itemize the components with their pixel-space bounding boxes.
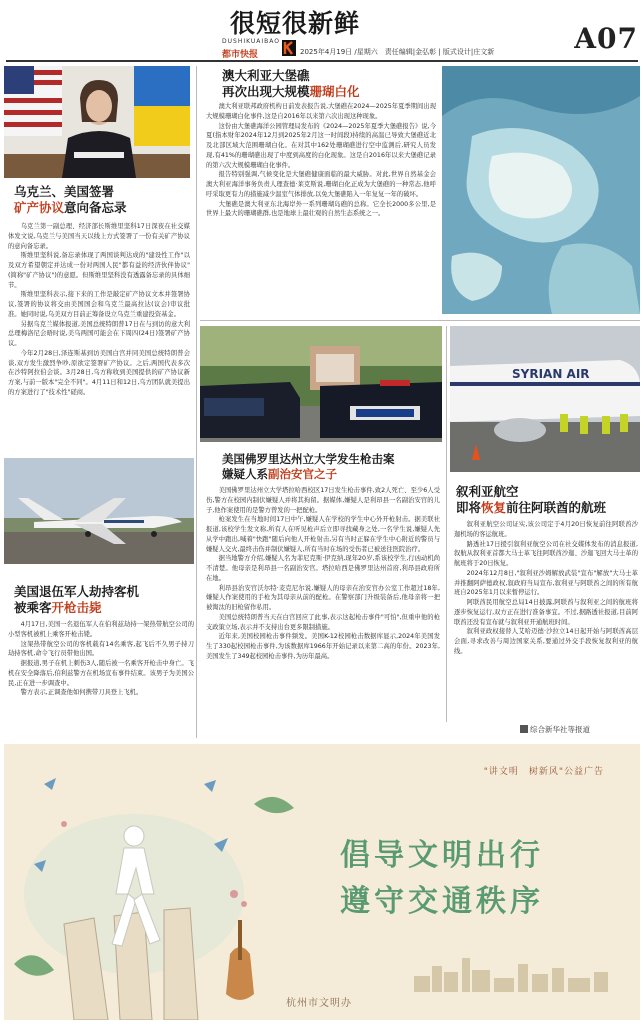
masthead-rule [6,60,638,62]
hijack-headline-line1: 美国退伍军人劫持客机 [14,584,140,599]
column-title: 很短很新鲜 [230,9,361,38]
ad-slogan-line2: 遵守交通秩序 [340,884,544,919]
ukraine-body [8,222,190,448]
date-editor-line: 2025年4月19日 /星期六 责任编辑|金弘彰 | 版式设计|庄文新 [300,48,495,56]
ukraine-headline-rest: 意向备忘录 [64,200,127,215]
syria-body [454,520,638,716]
paragraph: 斯维里坚科说,备忘录体现了两国谈判达成的"建设性工作"以及双方希望朝定并达成一份对两国人民"都有益的经济伙伴协议"(简称"矿产协议")的意愿。但斯维里坚科没有透露备忘录的具体细节。 [8,252,190,289]
police-scene-photo [200,326,442,442]
column-divider [196,66,197,738]
paragraph: 这份由大堡礁海洋公园管理局发布的《2024—2025年夏季大堡礁报告》说,今夏(指本财年2024年12月到2025年2月这一时间段)持续的高温已导致大堡礁近北及北部区域大范围珊瑚白化。在对其中162处珊瑚礁进行空中监测后,研究人员发现,有41%的珊瑚礁出现了中度到高度的白化现象。这是自2016年以来大堡礁记录的第六次大规模珊瑚白化事件。 [206,122,436,169]
paragraph: 阿联酋民用航空总局14日披露,阿联酋与叙利亚之间的航班将逐步恢复运行,双方正在进行准备事宜。不过,据路透社报道,目前阿联酋还没有宣布就与叙利亚开通航班时间。 [454,599,638,626]
paper-pinyin: DUSHIKUAIBAO [222,38,280,45]
syria-headline-line1: 叙利亚航空 [456,484,519,499]
ukraine-headline-line1: 乌克兰、美国签署 [14,184,115,199]
hijack-body [8,620,194,738]
ukraine-headline [14,184,190,216]
florida-headline-red: 副治安官之子 [268,466,337,481]
reef-headline-red: 珊瑚白化 [309,84,360,99]
ukraine-photo [4,66,190,178]
paragraph: 枪案发生在当地时间17日中午,嫌疑人在学校的学生中心外开枪射击。据美联社报道,该校学生发文称,所有人在听见枪声后立即寻找藏身之处,一名学生说,嫌疑人先从学中跑出,喊着"快跑"随后向他人开枪射击,另有当时正躲在学生中心附近的警员与嫌疑人交火,最终击伤并制伏嫌疑人,所有当时在场的受伤者已被送往医院治疗。 [206,516,440,553]
section-divider [200,320,640,321]
ad-campaign-label: "讲文明 树新风"公益广告 [483,767,604,777]
syria-headline-pre: 即将 [456,500,482,515]
syria-headline-rest: 前往阿联酋的航班 [506,500,607,515]
reef-headline [222,68,442,100]
source-credit: 综合新华社等报道 [530,725,590,734]
hijack-headline-red: 开枪击毙 [51,600,102,615]
florida-headline-pre: 嫌疑人系 [222,466,268,481]
paragraph: 乌克兰第一副总理、经济部长斯维里坚科17日深夜在社交媒体发文说,乌克兰与美国当天以线上方式签署了一份有关矿产协议的意向备忘录。 [8,223,190,250]
florida-headline-line1: 美国佛罗里达州立大学发生枪击案 [222,452,395,466]
paragraph: 另据乌克兰媒体报道,美国总统特朗普17日在与到访的意大利总理梅洛尼会晤时说,美乌两国可能会在下周四(24日)签署矿产协议。 [8,320,190,347]
ad-sponsor: 杭州市文明办 [286,998,352,1009]
hijack-headline [14,584,194,616]
paragraph: 2024年12月8日,"叙利亚沙姆解放武装"宣布"解放"大马士革并推翻阿萨德政权,叙政府当局宣布,叙利亚与阿联酋之间的所有航班自2025年1月以来暂停运行。 [454,569,638,597]
paragraph: 叙利亚航空公司证实,该公司定于4月20日恢复前往阿联酋沙迦机场的客运航班。 [454,521,638,538]
paragraph: 叙利亚政权接替人艾哈迈德·沙拉立14日起开始与阿联酋高层会面,寻求改善与周边国家关系,要通过外交手段恢复叙利亚的航线。 [454,628,638,655]
paragraph: 美国总统特朗普当天在白宫回应了此事,表示这起枪击事件"可怕",但重申他的枪支政策立场,表示并不支持出台更多限制措施。 [206,613,440,631]
syrian-air-photo [450,326,640,472]
paragraph: 大堡礁是澳大利亚东北海岸外一系列珊瑚岛礁的总称。它全长2000多公里,是世界上最大的珊瑚礁群,也是地球上最壮观的自然生态系统之一。 [206,200,436,218]
paragraph: 美国佛罗里达州立大学塔拉哈西校区17日发生枪击事件,致2人死亡、至少6人受伤,警方在校园内制伏嫌疑人并将其拘留。据媒体,嫌疑人是利昂县一名副治安官的儿子,他作案使用的是警方曾发的一把配枪。 [206,487,440,514]
syria-headline [456,484,640,516]
reef-headline-line1: 澳大利亚大堡礁 [222,68,310,83]
florida-headline [222,452,446,481]
ukraine-headline-red: 矿产协议 [14,200,65,215]
city-skyline-icon [414,952,614,992]
column-divider [446,326,447,722]
florida-body [206,486,440,738]
paragraph: 今年2月28日,泽连斯基到访美国白宫并同美国总统特朗普会谈,双方发生激烈争吵,原欲定签署矿产协议。之后,两国代表多次在沙特阿拉伯会谈。3月28日,乌方称收到美国提供的矿产协议新方案,与前一版本"完全不同"。4月11日和12日,乌方团队就美提出的方案进行了"技术性"磋商。 [8,349,190,396]
paragraph: 据报道,男子在机上刺伤3人,随后被一名乘客开枪击中身亡。飞机在安全降落后,伯利兹警方在机场宣布事件结束。该男子为美国公民,正在进一步调查中。 [8,660,194,687]
paragraph: 澳大利亚联邦政府机构日前发表报告说,大堡礁在2024—2025年夏季期间出现大规模珊瑚白化事件,这是自2016年以来第六次出现这种现象。 [206,103,436,120]
paragraph: 路透社17日援引叙利亚航空公司在社交媒体发布的消息报道,叙航从叙利亚首都大马士革飞往阿联酋沙迦、沙迦飞回大马士革的航班将于20日恢复。 [454,540,638,567]
credit-marker-icon [520,725,528,733]
public-service-ad [4,744,640,1020]
paragraph: 近年来,美国校园枪击事件频发。美国K-12校园枪击数据库显示,2024年美国发生了330起校园枪击事件,为该数据库1966年开始记录以来第二高的年份。2023年,美国发生了349起校园枪击事件,为历年最高。 [206,633,440,660]
livery-text: SYRIAN AIR [512,367,590,381]
paragraph: 报告特别强调,气候变化是大堡礁健康面临的最大威胁。对此,世界自然基金会澳大利亚海洋事务负责人理查德·莱克斯说,珊瑚白化正成为大堡礁的一种常态,他呼吁采取更有力的措施减少温室气体排放,以免大堡礁陷入一年复复一年的破坏。 [206,171,436,198]
paragraph: 斯维里坚科表示,接下来的工作是敲定矿产协议文本并签署协议,签署的协议将交由美国国会和乌克兰最高拉达(议会)审议批准。她同时说,乌美双方目前正筹备设立乌克兰重建投资基金。 [8,291,190,318]
paragraph: 利昂县治安官沃尔特·麦克尼尔说,嫌疑人的母亲在治安官办公室工作超过18年,嫌疑人作案使用的手枪为其母亲从前的配枪。在警察部门升级装备后,他母亲将一把被淘汰的旧枪留作私用。 [206,584,440,611]
paper-name: 都市快报 [222,50,259,60]
masthead [0,0,644,62]
hijack-headline-pre: 被乘客 [14,600,52,615]
paragraph: 据当地警方介绍,嫌疑人名为菲尼克斯·伊克纳,现年20岁,系该校学生,行凶动机尚不清楚。他母亲是利昂县一名副治安官。塔拉哈西是佛罗里达州首府,利昂县政府所在地。 [206,555,440,582]
paper-logo-icon [282,40,296,56]
ad-slogan-line1: 倡导文明出行 [340,838,544,873]
reef-headline-pre: 再次出现大规模 [222,84,310,99]
plane-photo [4,458,194,564]
page-number: A07 [574,22,638,55]
paragraph: 这架热带航空公司的客机载有14名乘客,起飞后不久男子持刀劫持客机,命令飞行员带他出国。 [8,640,194,658]
syria-headline-red: 恢复 [481,500,507,515]
paragraph: 4月17日,美国一名退伍军人在伯利兹劫持一架热带航空公司的小型客机被机上乘客开枪击毙。 [8,621,194,638]
paragraph: 警方表示,正调查他如何携带刀具登上飞机。 [20,689,143,697]
reef-aerial-photo [442,66,640,314]
pedestrian-illustration [4,744,304,1020]
reef-body [206,102,436,314]
